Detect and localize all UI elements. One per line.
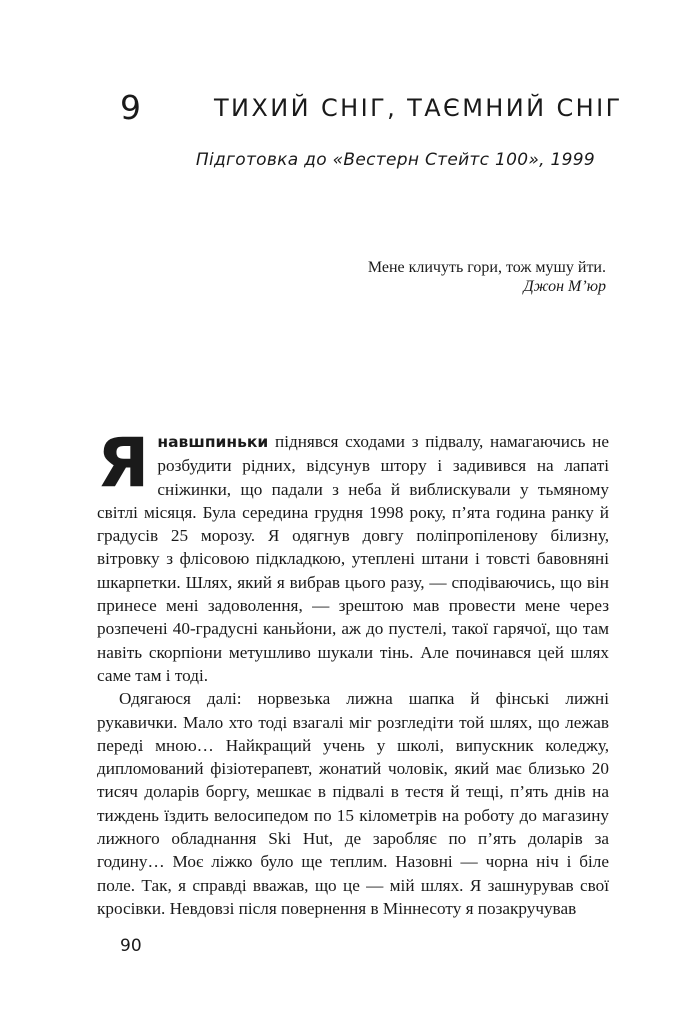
epigraph-author: Джон М’юр xyxy=(523,278,606,295)
body-text xyxy=(97,424,609,920)
paragraph xyxy=(97,424,609,687)
chapter-title: ТИХИЙ СНІГ, ТАЄМНИЙ СНІГ xyxy=(214,94,623,122)
epigraph xyxy=(368,258,606,296)
page-number: 90 xyxy=(120,936,142,956)
chapter-subtitle: Підготовка до «Вестерн Стейтс 100», 1999 xyxy=(195,150,595,170)
epigraph-quote: Мене кличуть гори, тож мушу йти. xyxy=(367,259,606,276)
chapter-number: 9 xyxy=(120,88,141,127)
paragraph-text: піднявся сходами з підвалу, намагаючись не розбудити рідних, відсунув штору і задивився на лапаті сніжинки, що падали з неба й виблискували у тьмяному світлі місяця. Була середина грудня 1998 року, п’ята година ранку й градусів 25 морозу. Я одягнув довгу поліпропіленову білизну, вітровку з флісовою підкладкою, утеплені штани і товсті бавовняні шкарпетки. Шлях, який я вибрав цього разу, — сподіваючись, що він принесе мені задоволення, — зрештою мав провести мене через розпечені 40-градусні каньйони, аж до пустелі, такої гарячої, що там навіть скорпіони метушливо шукали тінь. Але починався цей шлях саме там і тоді. xyxy=(97,432,609,685)
paragraph: Одягаюся далі: норвезька лижна шапка й фінські лижні рукавички. Мало хто тоді взагалі міг розгледіти той шлях, що лежав переді мною… Найкращий учень у школі, випускник коледжу, дипломований фізіотерапевт, жонатий чоловік, який має близько 20 тисяч доларів боргу, мешкає в підвалі в тестя й тещі, п’ять днів на тиждень їздить велосипедом по 15 кілометрів на роботу до магазину лижного обладнання Ski Hut, де заробляє по п’ять доларів за годину… Моє ліжко було ще теплим. Назовні — чорна ніч і біле поле. Так, я справді вважав, що це — мій шлях. Я зашнурував свої кросівки. Невдовзі після повернення в Міннесоту я позакручував xyxy=(97,689,609,918)
lead-in: навшпиньки xyxy=(157,433,269,451)
drop-cap: Я xyxy=(97,424,148,503)
